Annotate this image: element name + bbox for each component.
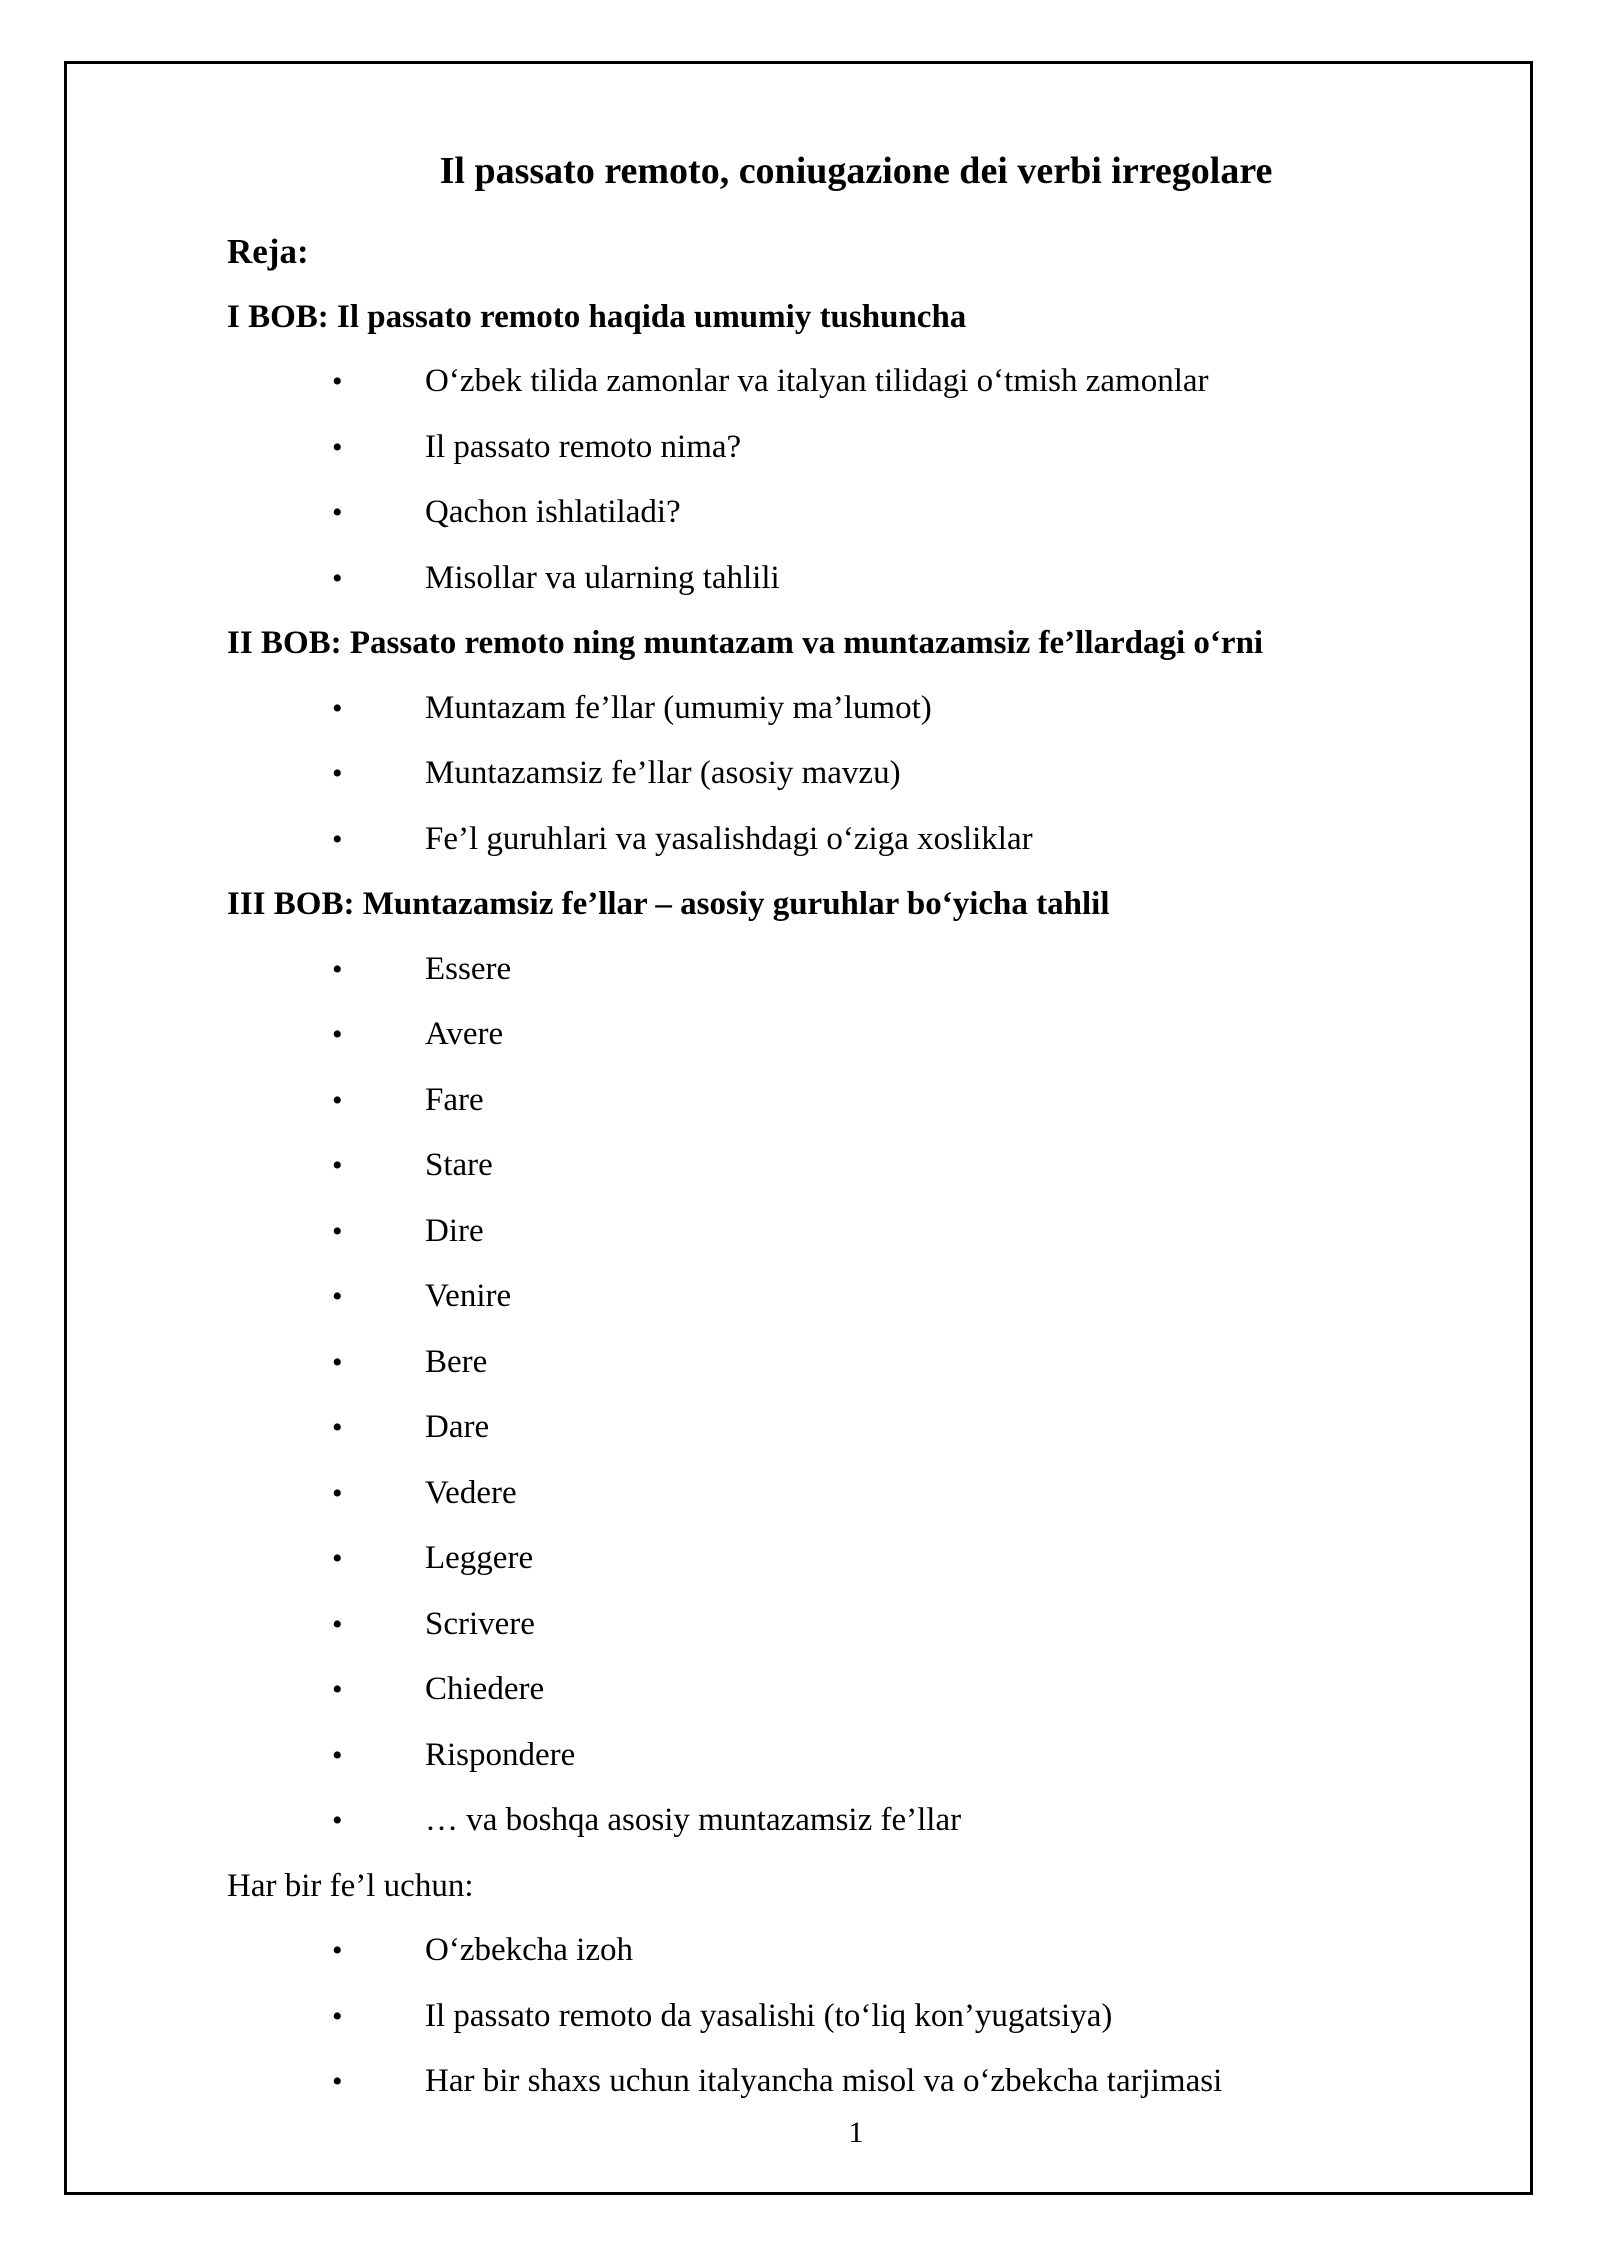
list-item [227, 1723, 1485, 1789]
bullet-icon: • [332, 365, 343, 398]
list-item [227, 676, 1485, 742]
bullet-icon: • [332, 1018, 343, 1051]
list-item-text: Fare [425, 1081, 484, 1118]
list-item [227, 1264, 1485, 1330]
list-item [227, 1526, 1485, 1592]
page-content [67, 64, 1530, 2192]
bullet-icon: • [332, 952, 343, 986]
list-item-text: Vedere [425, 1474, 517, 1511]
bullet-icon: • [332, 1607, 343, 1641]
bullet-icon: • [332, 822, 343, 856]
list-item [227, 1788, 1485, 1854]
list-item-text: Essere [425, 950, 512, 987]
page-border-frame [64, 61, 1533, 2195]
list-item-text: Dare [425, 1409, 490, 1445]
list-item [227, 349, 1485, 415]
bullet-icon: • [332, 1673, 343, 1706]
list-item-text: Muntazam fe’llar (umumiy ma’lumot) [425, 689, 932, 726]
list-item [227, 1395, 1485, 1461]
list-item [227, 741, 1485, 807]
section-heading-2: II BOB: Passato remoto ning muntazam va muntazamsiz fe’llardagi o‘rni [227, 625, 1264, 661]
list-item-text: Chiedere [425, 1671, 545, 1707]
list-item [227, 480, 1485, 546]
list-item [227, 415, 1485, 481]
list-item [227, 807, 1485, 873]
list-item-text: Qachon ishlatiladi? [425, 494, 681, 530]
list-item-text: Stare [425, 1147, 493, 1183]
list-item [227, 1984, 1485, 2050]
section-heading-3: III BOB: Muntazamsiz fe’llar – asosiy guruhlar bo‘yicha tahlil [227, 886, 1110, 922]
list-item [227, 937, 1485, 1003]
bullet-icon: • [332, 757, 343, 790]
section-heading-1: I BOB: Il passato remoto haqida umumiy tushuncha [227, 298, 967, 335]
bullet-icon: • [332, 1149, 343, 1182]
bullet-icon: • [332, 691, 343, 725]
list-item-text: Il passato remoto nima? [425, 428, 742, 465]
list-item-text: Har bir shaxs uchun italyancha misol va o‘zbekcha tarjimasi [425, 2063, 1223, 2099]
bullet-icon: • [332, 2065, 343, 2098]
bullet-icon: • [332, 1999, 343, 2033]
plan-heading: Reja: [227, 232, 309, 271]
bullet-icon: • [332, 1411, 343, 1444]
list-item-text: Il passato remoto da yasalishi (to‘liq kon’yugatsiya) [425, 1997, 1113, 2034]
list-item-text: Misollar va ularning tahlili [425, 559, 780, 596]
list-item-text: Rispondere [425, 1736, 576, 1773]
bullet-icon: • [332, 1280, 343, 1313]
bullet-icon: • [332, 430, 343, 464]
list-item [227, 1592, 1485, 1658]
bullet-icon: • [332, 1476, 343, 1510]
list-item-text: … va boshqa asosiy muntazamsiz fe’llar [425, 1802, 962, 1838]
list-item [227, 1461, 1485, 1527]
list-item-text: Fe’l guruhlari va yasalishdagi o‘ziga xosliklar [425, 820, 1033, 857]
list-item [227, 1199, 1485, 1265]
list-item [227, 1330, 1485, 1396]
list-item-text: Scrivere [425, 1605, 535, 1642]
bullet-icon: • [332, 496, 343, 529]
bullet-icon: • [332, 1214, 343, 1248]
list-item [227, 1002, 1485, 1068]
list-item-text: Dire [425, 1212, 484, 1249]
bullet-icon: • [332, 1083, 343, 1117]
list-item [227, 1918, 1485, 1984]
bullet-icon: • [332, 1804, 343, 1837]
list-item-text: Muntazamsiz fe’llar (asosiy mavzu) [425, 755, 901, 791]
list-item-text: O‘zbek tilida zamonlar va italyan tilidagi o‘tmish zamonlar [425, 363, 1209, 399]
bullet-icon: • [332, 561, 343, 595]
bullet-icon: • [332, 1542, 343, 1575]
list-item-text: Bere [425, 1343, 488, 1380]
list-item [227, 1133, 1485, 1199]
section-heading-4: Har bir fe’l uchun: [227, 1867, 474, 1904]
page-number: 1 [848, 2116, 864, 2149]
bullet-icon: • [332, 1738, 343, 1772]
list-item [227, 1657, 1485, 1723]
list-item-text: Leggere [425, 1540, 534, 1576]
list-item-text: Avere [425, 1016, 504, 1052]
bullet-icon: • [332, 1345, 343, 1379]
list-item-text: Venire [425, 1278, 512, 1314]
list-item [227, 546, 1485, 612]
bullet-icon: • [332, 1934, 343, 1967]
list-item-text: O‘zbekcha izoh [425, 1932, 633, 1968]
list-item [227, 2049, 1485, 2115]
list-item [227, 1068, 1485, 1134]
document-title: Il passato remoto, coniugazione dei verbi irregolare [439, 150, 1273, 192]
